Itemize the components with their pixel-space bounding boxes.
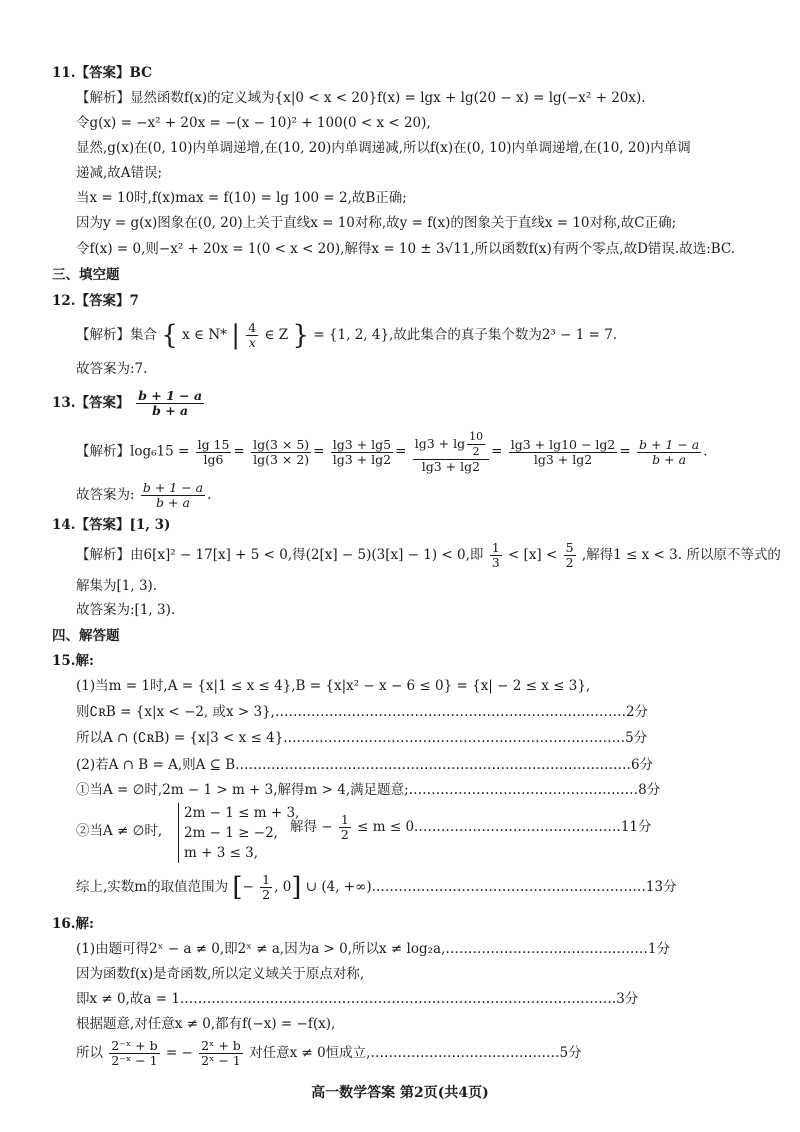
q16-line-5: 所以 $\frac{\text{2⁻ˣ + b}}{\text{2⁻ˣ − 1}}$ = − $\frac{\text{2ˣ + b}}{\text{2ˣ − 1}}$ 对任意x ≠ 0恒成立,……………………………………5分: [76, 1038, 582, 1068]
page-footer: 高一数学答案 第2页(共4页): [311, 1085, 489, 1101]
q15-line-1: (1)当m = 1时,A = {x|1 ≤ x ≤ 4},B = {x|x² − x − 6 ≤ 0} = {x| − 2 ≤ x ≤ 3},: [76, 678, 591, 694]
q15-case-2-result: 解得 − $\frac{1}{2}$ ≤ m ≤ 0.………………………………………11分: [290, 812, 652, 842]
q13-step-5: $\frac{\lg 3 + \lg 10 - \lg 2}{\lg 3 + \lg 2}$: [510, 436, 616, 467]
q13-final-answer: 故答案为: $\frac{b + 1 - a}{b + a}$ .: [76, 480, 212, 510]
q16-line-2: 因为函数f(x)是奇函数,所以定义域关于原点对称,: [76, 966, 365, 982]
q12-final-answer: 故答案为:7.: [76, 361, 148, 377]
q13-step-2: $\frac{\lg(3 \times 5)}{\lg(3 \times 2)}$: [253, 436, 310, 467]
q12-fraction: $\frac{4}{x}$: [248, 320, 257, 350]
q13-step-3: $\frac{\lg 3 + \lg 5}{\lg 3 + \lg 2}$: [332, 436, 392, 467]
q13-step-4: lg3 + lg $\frac{10}{2}$ lg3 + lg2: [413, 430, 489, 474]
q12-set-element: x ∈ N*: [182, 327, 227, 343]
q14-fraction-2: $\frac{5}{2}$: [565, 540, 574, 570]
q16-fraction-1: $\frac{\text{2⁻ˣ + b}}{\text{2⁻ˣ − 1}}$: [111, 1038, 158, 1068]
q11-explanation-line-5: 当x = 10时,f(x)max = f(10) = lg 100 = 2,故B正确;: [76, 190, 407, 206]
q16-line-3: 即x ≠ 0,故a = 1.……………………………………………………………………………………3分: [76, 991, 639, 1007]
q13-answer-fraction: $\frac{b + 1 - a}{b + a}$: [138, 388, 203, 418]
q12-label: 【解析】集合: [76, 327, 157, 343]
q16-line-1: (1)由题可得2ˣ − a ≠ 0,即2ˣ ≠ a,因为a > 0,所以x ≠ log₂a,………………………………………1分: [76, 941, 670, 957]
q11-explanation-line-1: 【解析】显然函数f(x)的定义域为{x|0 < x < 20}f(x) = lgx + lg(20 − x) = lg(−x² + 20x).: [76, 90, 646, 106]
q15-fraction-half: $\frac{1}{2}$: [340, 812, 349, 842]
q14-fraction-1: $\frac{1}{3}$: [491, 540, 500, 570]
q12-answer-heading: 12.【答案】7: [52, 293, 139, 309]
q13-step-6: $\frac{b + 1 - a}{b + a}$: [638, 436, 700, 467]
q12-explanation-line-1: [76, 320, 617, 351]
q16-line-4: 根据题意,对任意x ≠ 0,都有f(−x) = −f(x),: [76, 1016, 336, 1032]
q11-explanation-line-2: 令g(x) = −x² + 20x = −(x − 10)² + 100(0 < x < 20),: [76, 115, 431, 131]
q12-result: = {1, 2, 4},故此集合的真子集个数为2³ − 1 = 7.: [313, 327, 618, 343]
left-brace-symbol: {: [161, 320, 178, 351]
q13-step-1: $\frac{\lg 15}{\lg 6}$: [197, 436, 230, 467]
q13-explanation-line: 【解析】log₆15 = $\frac{\lg 15}{\lg 6}$ = $\frac{\lg(3 \times 5)}{\lg(3 \times 2)}$ = $\frac{\lg 3 + \lg 5}{\lg 3 + \lg 2}$ = lg3 + lg $\frac{10}{2}$ lg3 + lg2 = $\frac{\lg 3 + \lg 10 - \lg 2}{\lg 3 + \lg 2}$ = $\frac{b + 1 - a}{b + a}$ .: [76, 430, 708, 474]
q14-answer-heading: 14.【答案】[1, 3): [52, 517, 171, 533]
q15-conclusion: 综上,实数m的取值范围为 [− $\frac{1}{2}$ , 0] ∪ (4, +∞).……………………………………………………13分: [76, 872, 677, 903]
q15-conclusion-fraction: $\frac{1}{2}$: [262, 872, 271, 902]
q14-explanation-line-2: 解集为[1, 3).: [76, 578, 158, 594]
section-fill-in-heading: 三、填空题: [52, 267, 120, 283]
q15-line-5: ①当A = ∅时,2m − 1 > m + 3,解得m > 4,满足题意;……………………………………………8分: [76, 782, 661, 798]
q16-fraction-2: $\frac{\text{2ˣ + b}}{\text{2ˣ − 1}}$: [201, 1038, 241, 1068]
q13-final-fraction: $\frac{b + 1 - a}{b + a}$: [142, 480, 204, 510]
system-brace: [178, 803, 179, 863]
q14-final-answer: 故答案为:[1, 3).: [76, 602, 176, 618]
q15-inequality-system: 2m − 1 ≤ m + 3, 2m − 1 ≥ −2, m + 3 ≤ 3,: [184, 805, 300, 861]
q11-explanation-line-6: 因为y = g(x)图象在(0, 20)上关于直线x = 10对称,故y = f(x)的图象关于直线x = 10对称,故C正确;: [76, 215, 677, 231]
q15-line-4: (2)若A ∩ B = A,则A ⊆ B.……………………………………………………………………………6分: [76, 757, 654, 773]
q11-answer-heading: 11.【答案】BC: [52, 65, 152, 81]
set-bar-symbol: |: [231, 320, 240, 351]
q15-heading: 15.解:: [52, 653, 94, 669]
q15-line-3: 所以A ∩ (∁ʀB) = {x|3 < x ≤ 4}.…………………………………………………………………5分: [76, 730, 648, 746]
q11-explanation-line-3: 显然,g(x)在(0, 10)内单调递增,在(10, 20)内单调递减,所以f(x)在(0, 10)内单调递增,在(10, 20)内单调: [76, 140, 691, 156]
q15-case-2-label: ②当A ≠ ∅时,: [76, 823, 163, 839]
q14-explanation-line-1: 【解析】由6[x]² − 17[x] + 5 < 0,得(2[x] − 5)(3[x] − 1) < 0,即 $\frac{1}{3}$ < [x] < $\frac{5}{2}$ ,解得1 ≤ x < 3. 所以原不等式的: [76, 540, 781, 570]
q11-explanation-line-7: 令f(x) = 0,则−x² + 20x = 1(0 < x < 20),解得x = 10 ± 3√11,所以函数f(x)有两个零点,故D错误.故选:BC.: [76, 241, 736, 257]
q15-line-2: 则∁ʀB = {x|x < −2, 或x > 3},……………………………………………………………………2分: [76, 704, 649, 720]
right-brace-symbol: }: [292, 320, 310, 351]
q13-answer-heading: 13.【答案】 $\frac{b + 1 - a}{b + a}$: [52, 388, 203, 418]
q12-set-condition: ∈ Z: [264, 327, 289, 343]
q16-heading: 16.解:: [52, 916, 94, 932]
q11-explanation-line-4: 递减,故A错误;: [76, 165, 163, 181]
section-solutions-heading: 四、解答题: [52, 628, 120, 644]
